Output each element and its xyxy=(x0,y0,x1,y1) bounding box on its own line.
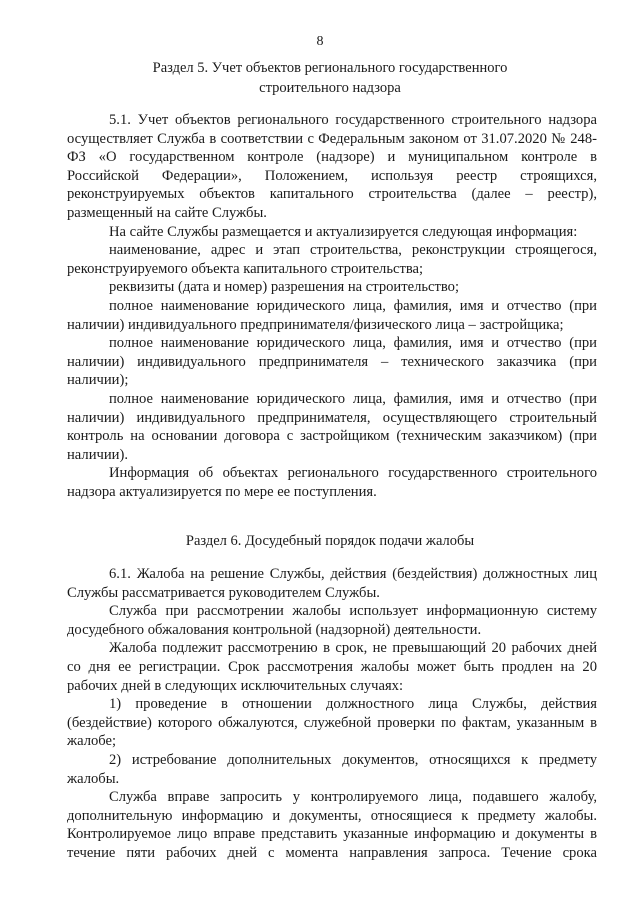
section-6-body xyxy=(67,565,597,863)
list-item: полное наименование юридического лица, фамилия, имя и отчество (при наличии) индивидуального предпринимателя – технического заказчика (при наличии); xyxy=(67,335,597,389)
section-6-heading: Раздел 6. Досудебный порядок подачи жалобы xyxy=(185,533,475,549)
list-item: полное наименование юридического лица, фамилия, имя и отчество (при наличии) индивидуального предпринимателя, осуществляющего строительный контроль на основании договора с застройщиком (техническим заказчиком) (при наличии). xyxy=(67,390,597,463)
paragraph: Служба при рассмотрении жалобы использует информационную систему досудебного обжалования контрольной (надзорной) деятельности. xyxy=(67,603,597,638)
list-item: наименование, адрес и этап строительства, реконструкции строящегося, реконструируемого объекта капитального строительства; xyxy=(67,242,597,277)
paragraph: Жалоба подлежит рассмотрению в срок, не превышающий 20 рабочих дней со дня ее регистрации. Срок рассмотрения жалобы может быть продлен на 20 рабочих дней в следующих исключительных случаях: xyxy=(67,640,597,694)
section-5-body xyxy=(67,108,597,501)
list-item: 2) истребование дополнительных документов, относящихся к предмету жалобы. xyxy=(67,751,597,787)
paragraph: 6.1. Жалоба на решение Службы, действия (бездействия) должностных лиц Службы рассматривается руководителем Службы. xyxy=(67,566,597,601)
section-5-heading: Раздел 5. Учет объектов регионального государственного строительного надзора xyxy=(152,60,508,96)
page-number: 8 xyxy=(316,34,324,49)
paragraph: Информация об объектах регионального государственного строительного надзора актуализируется по мере ее поступления. xyxy=(67,465,597,500)
paragraph: 5.1. Учет объектов регионального государственного строительного надзора осуществляет Служба в соответствии с Федеральным законом от 31.07.2020 № 248-ФЗ «О государственном контроле (надзоре) и муниципальном контроле в Российской Федерации», Положением, используя реестр строящихся, реконструируемых объектов капитального строительства (далее – реестр), размещенный на сайте Службы. xyxy=(67,112,597,221)
list-item: 1) проведение в отношении должностного лица Службы, действия (бездействие) которого обжалуются, служебной проверки по фактам, указанным в жалобе; xyxy=(67,696,597,750)
paragraph: Служба вправе запросить у контролируемого лица, подавшего жалобу, дополнительную информацию и документы, относящиеся к предмету жалобы. Контролируемое лицо вправе представить указанные информацию и документы в течение пяти рабочих дней с момента направления запроса. Течение срока xyxy=(67,789,597,861)
paragraph: На сайте Службы размещается и актуализируется следующая информация: xyxy=(109,223,578,240)
list-item: реквизиты (дата и номер) разрешения на строительство; xyxy=(109,279,460,296)
list-item: полное наименование юридического лица, фамилия, имя и отчество (при наличии) индивидуального предпринимателя/физического лица – застройщика; xyxy=(67,297,597,333)
